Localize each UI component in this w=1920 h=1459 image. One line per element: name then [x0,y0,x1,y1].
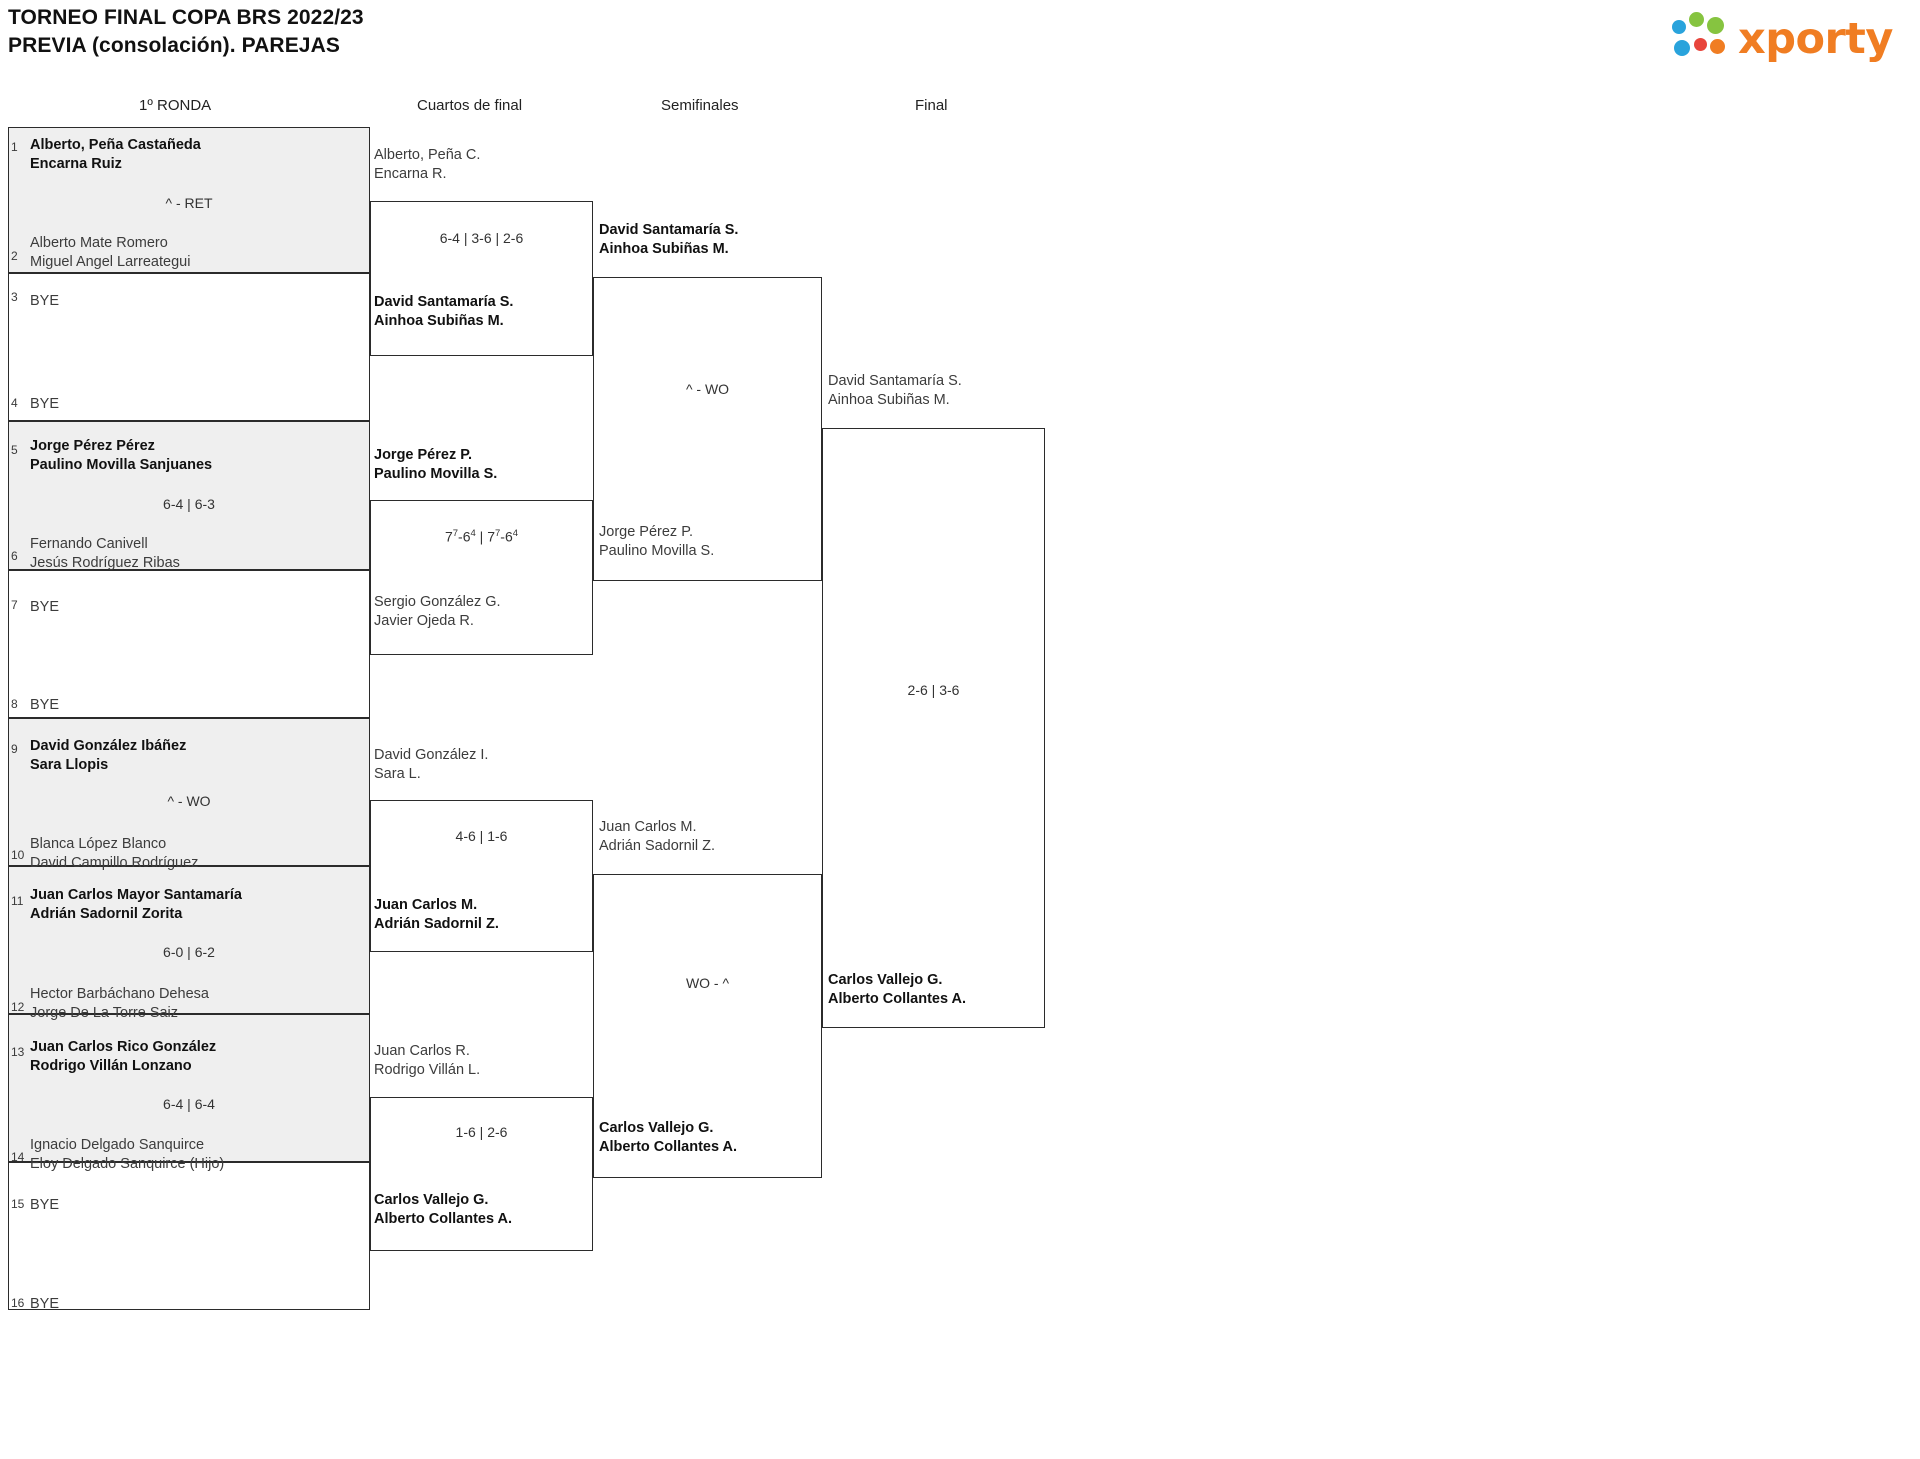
sf-m1-bottom-player-2: Paulino Movilla S. [599,543,715,559]
r1-m3-top-player-2: Paulino Movilla Sanjuanes [30,457,213,473]
sf-m1-top-player-1: David Santamaría S. [599,222,739,238]
qf-match-2[interactable] [370,500,593,655]
final-top-player-1: David Santamaría S. [828,373,962,389]
seed-4: 4 [11,396,18,410]
r1-m4-top-player-1: BYE [30,599,60,615]
sf-m2-bottom-player-2: Alberto Collantes A. [599,1139,738,1155]
r1-match-4[interactable] [8,570,370,718]
qf-match-1[interactable] [370,201,593,356]
qf-m2-top-player-2: Paulino Movilla S. [374,466,498,482]
title-line-2: PREVIA (consolación). PAREJAS [8,34,340,57]
qf-m2-bottom-player-1: Sergio González G. [374,594,501,610]
qf-m4-top-player-1: Juan Carlos R. [374,1043,470,1059]
qf-m3-score: 4-6 | 1-6 [455,828,508,844]
r1-m5-score: ^ - WO [167,793,211,809]
r1-m8-bottom-player-1: BYE [30,1296,60,1312]
r1-m5-top-player-1: David González Ibáñez [30,738,187,754]
r1-m2-bottom-player-1: BYE [30,396,60,412]
r1-m7-score: 6-4 | 6-4 [163,1096,215,1112]
seed-7: 7 [11,598,18,612]
r1-m5-bottom-player-1: Blanca López Blanco [30,836,167,852]
r1-match-8[interactable] [8,1162,370,1310]
qf-m2-score: $7^7-6^4$ | $7^7-6^4$ [444,528,519,545]
seed-11: 11 [11,894,24,908]
seed-6: 6 [11,549,18,563]
qf-m1-top-player-1: Alberto, Peña C. [374,147,481,163]
final-top-player-2: Ainhoa Subiñas M. [828,392,950,408]
sf-m1-score: ^ - WO [685,381,730,397]
qf-m3-top-player-2: Sara L. [374,766,421,782]
r1-m1-bottom-player-2: Miguel Angel Larreategui [30,254,191,270]
r1-m7-bottom-player-1: Ignacio Delgado Sanquirce [30,1137,205,1153]
seed-12: 12 [11,1000,25,1014]
seed-16: 16 [11,1296,25,1310]
qf-m1-top-player-2: Encarna R. [374,166,447,182]
r1-m7-bottom-player-2: Eloy Delgado Sanquirce (Hijo) [30,1156,225,1172]
r1-m6-bottom-player-2: Jorge De La Torre Saiz [30,1005,179,1021]
r1-m1-top-player-1: Alberto, Peña Castañeda [30,137,201,153]
r1-m7-top-player-2: Rodrigo Villán Lonzano [30,1058,192,1074]
r1-m5-top-player-2: Sara Llopis [30,757,109,773]
sf-m2-bottom-player-1: Carlos Vallejo G. [599,1120,714,1136]
qf-m1-bottom-player-2: Ainhoa Subiñas M. [374,313,504,329]
r1-m1-top-player-2: Encarna Ruiz [30,156,122,172]
r1-m6-top-player-1: Juan Carlos Mayor Santamaría [30,887,242,903]
seed-9: 9 [11,742,18,756]
final-bottom-player-1: Carlos Vallejo G. [828,972,943,988]
seed-10: 10 [11,848,25,862]
seed-5: 5 [11,443,18,457]
sf-m2-score: WO - ^ [685,975,730,991]
final-score: 2-6 | 3-6 [907,682,960,698]
qf-m2-top-player-1: Jorge Pérez P. [374,447,473,463]
sf-m2-top-player-2: Adrián Sadornil Z. [599,838,716,854]
r1-m8-top-player-1: BYE [30,1197,60,1213]
qf-m3-bottom-player-1: Juan Carlos M. [374,897,478,913]
r1-m3-bottom-player-1: Fernando Canivell [30,536,148,552]
round-heading-4: Final [915,97,948,114]
r1-m3-bottom-player-2: Jesús Rodríguez Ribas [30,555,180,571]
r1-m6-bottom-player-1: Hector Barbáchano Dehesa [30,986,209,1002]
final-match[interactable] [822,428,1045,1028]
r1-match-2[interactable] [8,273,370,421]
qf-m4-bottom-player-2: Alberto Collantes A. [374,1211,513,1227]
seed-8: 8 [11,697,18,711]
qf-m4-score: 1-6 | 2-6 [455,1124,508,1140]
seed-13: 13 [11,1045,25,1059]
sf-m1-bottom-player-1: Jorge Pérez P. [599,524,694,540]
r1-m5-bottom-player-2: David Campillo Rodríguez [30,855,199,871]
seed-1: 1 [11,140,18,154]
qf-m2-bottom-player-2: Javier Ojeda R. [374,613,474,629]
logo-wordmark: xporty [1738,14,1893,64]
seed-3: 3 [11,290,18,304]
r1-m3-score: 6-4 | 6-3 [163,496,215,512]
r1-m1-bottom-player-1: Alberto Mate Romero [30,235,168,251]
r1-m7-top-player-1: Juan Carlos Rico González [30,1039,217,1055]
final-bottom-player-2: Alberto Collantes A. [828,991,967,1007]
round-heading-2: Cuartos de final [417,97,523,114]
r1-m1-score: ^ - RET [165,195,213,211]
round-heading-3: Semifinales [661,97,739,114]
r1-m4-bottom-player-1: BYE [30,697,60,713]
seed-15: 15 [11,1197,25,1211]
round-heading-1: 1º RONDA [139,97,212,114]
seed-2: 2 [11,249,18,263]
r1-m2-top-player-1: BYE [30,293,60,309]
seed-14: 14 [11,1150,25,1164]
title-line-1: TORNEO FINAL COPA BRS 2022/23 [8,6,364,29]
qf-m4-bottom-player-1: Carlos Vallejo G. [374,1192,489,1208]
qf-m1-bottom-player-1: David Santamaría S. [374,294,514,310]
qf-m3-bottom-player-2: Adrián Sadornil Z. [374,916,499,932]
qf-m3-top-player-1: David González I. [374,747,489,763]
sf-m1-top-player-2: Ainhoa Subiñas M. [599,241,729,257]
qf-m1-score: 6-4 | 3-6 | 2-6 [439,230,524,246]
qf-m4-top-player-2: Rodrigo Villán L. [374,1062,481,1078]
r1-m6-score: 6-0 | 6-2 [163,944,215,960]
r1-m3-top-player-1: Jorge Pérez Pérez [30,438,155,454]
sf-m2-top-player-1: Juan Carlos M. [599,819,697,835]
r1-m6-top-player-2: Adrián Sadornil Zorita [30,906,183,922]
